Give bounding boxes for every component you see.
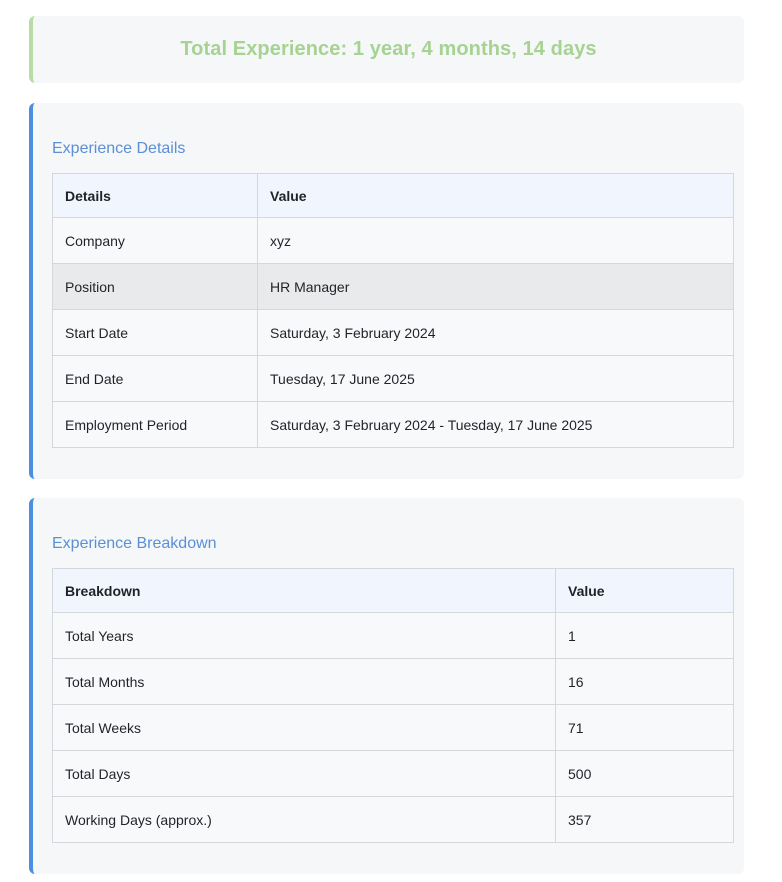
row-value-end-date: Tuesday, 17 June 2025 bbox=[258, 356, 734, 402]
table-row bbox=[53, 751, 734, 797]
experience-breakdown-table bbox=[52, 568, 734, 843]
table-row bbox=[53, 705, 734, 751]
column-header-details: Details bbox=[53, 174, 258, 218]
row-label-company: Company bbox=[53, 218, 258, 264]
total-experience-banner bbox=[29, 16, 744, 83]
table-row bbox=[53, 659, 734, 705]
experience-breakdown-card bbox=[29, 498, 744, 874]
row-label-employment-period: Employment Period bbox=[53, 402, 258, 448]
experience-details-title: Experience Details bbox=[52, 140, 186, 157]
experience-breakdown-title: Experience Breakdown bbox=[52, 535, 217, 552]
row-value-total-years: 1 bbox=[556, 613, 734, 659]
row-value-working-days: 357 bbox=[556, 797, 734, 843]
column-header-breakdown: Breakdown bbox=[53, 569, 556, 613]
table-row bbox=[53, 797, 734, 843]
table-row bbox=[53, 356, 734, 402]
row-label-position: Position bbox=[53, 264, 258, 310]
column-header-value: Value bbox=[258, 174, 734, 218]
row-value-start-date: Saturday, 3 February 2024 bbox=[258, 310, 734, 356]
table-row bbox=[53, 310, 734, 356]
table-row bbox=[53, 402, 734, 448]
row-value-employment-period: Saturday, 3 February 2024 - Tuesday, 17 June 2025 bbox=[258, 402, 734, 448]
table-row bbox=[53, 264, 734, 310]
row-label-working-days: Working Days (approx.) bbox=[53, 797, 556, 843]
row-label-total-years: Total Years bbox=[53, 613, 556, 659]
experience-details-card bbox=[29, 103, 744, 479]
total-experience-text: Total Experience: 1 year, 4 months, 14 days bbox=[180, 38, 597, 60]
experience-details-table bbox=[52, 173, 734, 448]
table-row bbox=[53, 218, 734, 264]
row-label-end-date: End Date bbox=[53, 356, 258, 402]
table-header-row bbox=[53, 174, 734, 218]
column-header-value: Value bbox=[556, 569, 734, 613]
row-label-total-days: Total Days bbox=[53, 751, 556, 797]
table-row bbox=[53, 613, 734, 659]
row-value-total-months: 16 bbox=[556, 659, 734, 705]
row-value-total-weeks: 71 bbox=[556, 705, 734, 751]
row-value-total-days: 500 bbox=[556, 751, 734, 797]
row-label-total-weeks: Total Weeks bbox=[53, 705, 556, 751]
row-value-position: HR Manager bbox=[258, 264, 734, 310]
row-label-start-date: Start Date bbox=[53, 310, 258, 356]
row-label-total-months: Total Months bbox=[53, 659, 556, 705]
row-value-company: xyz bbox=[258, 218, 734, 264]
table-header-row bbox=[53, 569, 734, 613]
